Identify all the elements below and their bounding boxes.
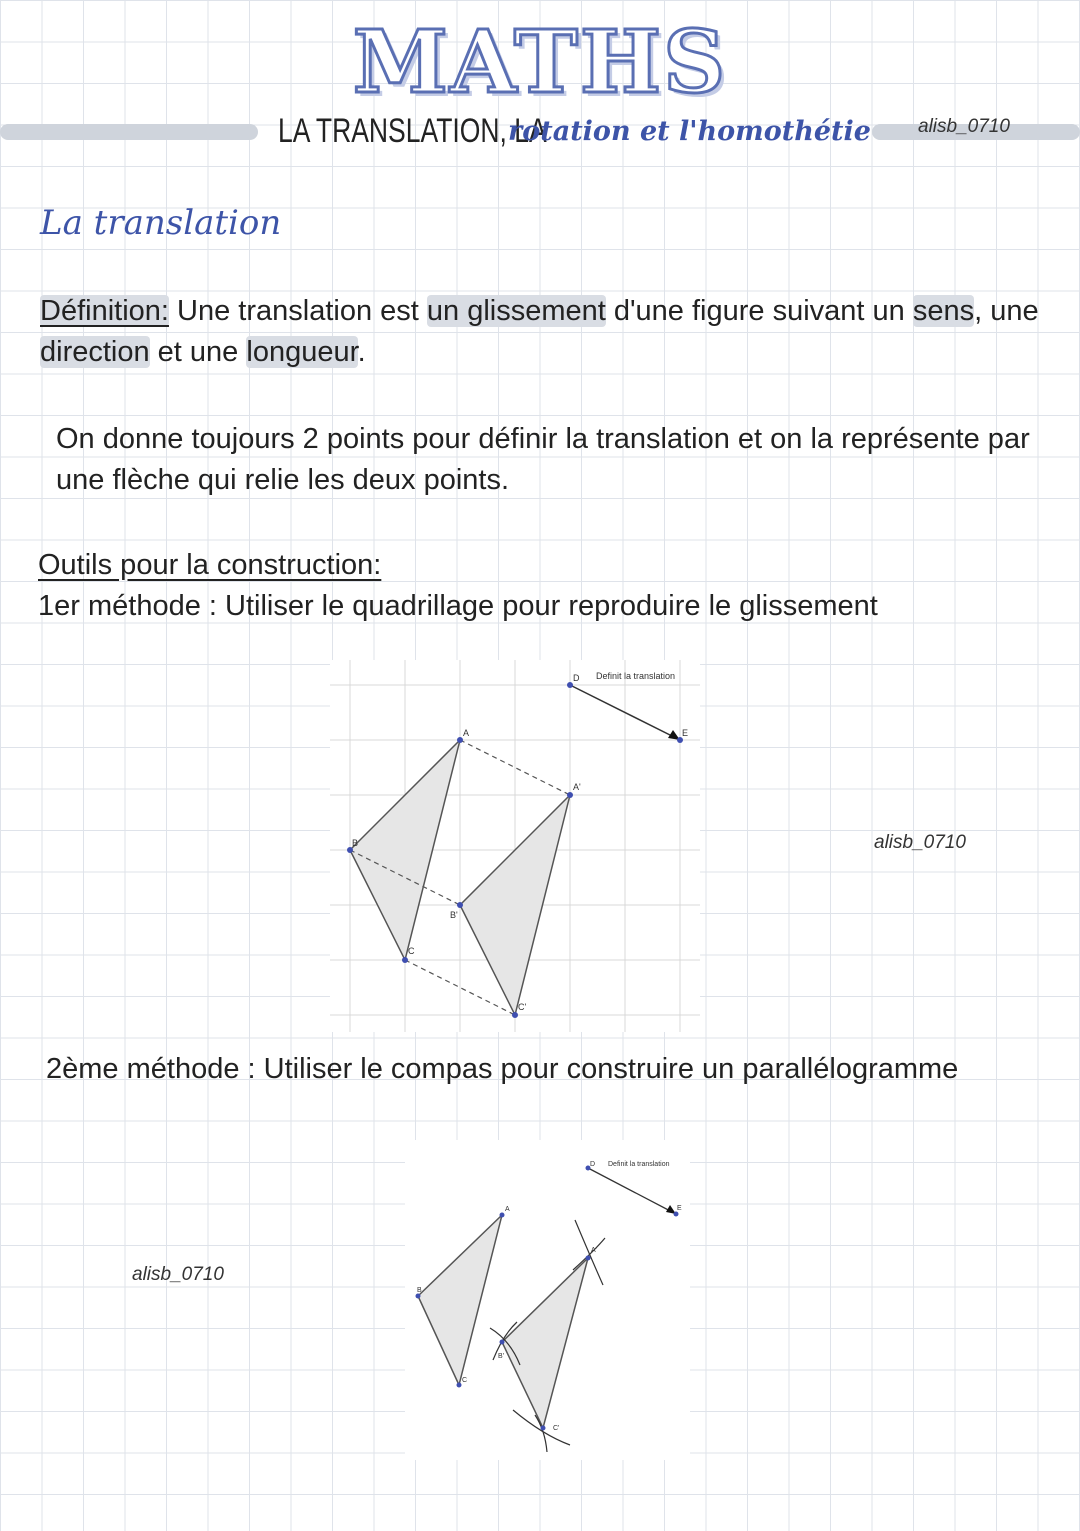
label-b-prime: B' — [450, 910, 458, 920]
label-e-2: E — [677, 1205, 682, 1212]
subtitle-script: rotation et l'homothétie — [508, 116, 871, 147]
definition-hl-longueur: longueur — [246, 336, 358, 368]
figure-translation-grid — [330, 660, 700, 1032]
label-a-prime-2: A' — [591, 1247, 598, 1254]
watermark-2: alisb_0710 — [132, 1264, 224, 1285]
page-title: MATHS — [352, 12, 728, 113]
label-a: A — [463, 728, 470, 738]
paragraph-line2: une flèche qui relie les deux points. — [56, 464, 510, 496]
definition-hl-direction: direction — [40, 336, 150, 368]
figure1-arrow-label: Definit la translation — [596, 671, 676, 681]
definition-hl-glissement: un glissement — [426, 295, 606, 327]
definition-label: Définition: — [40, 295, 169, 327]
label-a-prime: A' — [573, 782, 581, 792]
header-bar-left — [0, 124, 258, 140]
label-e: E — [682, 728, 689, 738]
label-c-2: C — [462, 1377, 468, 1384]
definition-line1 — [40, 290, 1039, 332]
label-b: B — [352, 838, 359, 848]
definition-line2 — [40, 331, 366, 373]
header-signature: alisb_0710 — [918, 116, 1010, 137]
definition-text4: et une — [149, 336, 247, 368]
tools-method1: 1er méthode : Utiliser le quadrillage pour reproduire le glissement — [38, 590, 878, 622]
page-subtitle — [278, 112, 871, 151]
definition-text2: d'une figure suivant un — [605, 295, 913, 327]
paragraph-line1: On donne toujours 2 points pour définir la translation et on la représente par — [56, 423, 1030, 455]
label-c: C — [408, 946, 415, 956]
definition-text5: . — [357, 336, 366, 368]
figure2-arrow-label: Definit la translation — [608, 1161, 670, 1168]
figure-translation-compass — [405, 1140, 690, 1460]
watermark-1: alisb_0710 — [874, 832, 966, 853]
tools-heading: Outils pour la construction: — [38, 549, 382, 581]
label-a-2: A — [505, 1206, 510, 1213]
label-d: D — [573, 673, 580, 683]
definition-text3: , une — [974, 295, 1039, 327]
subtitle-plain: LA TRANSLATION, LA — [278, 112, 547, 150]
label-b-prime-2: B' — [498, 1353, 505, 1360]
label-c-prime: C' — [518, 1002, 527, 1012]
section-title: La translation — [40, 203, 282, 243]
label-c-prime-2: C' — [553, 1425, 560, 1432]
definition-text1: Une translation est — [168, 295, 427, 327]
definition-hl-sens: sens — [912, 295, 975, 327]
label-b-2: B — [417, 1287, 422, 1294]
label-d-2: D — [590, 1161, 596, 1168]
tools-method2: 2ème méthode : Utiliser le compas pour construire un parallélogramme — [46, 1053, 959, 1085]
